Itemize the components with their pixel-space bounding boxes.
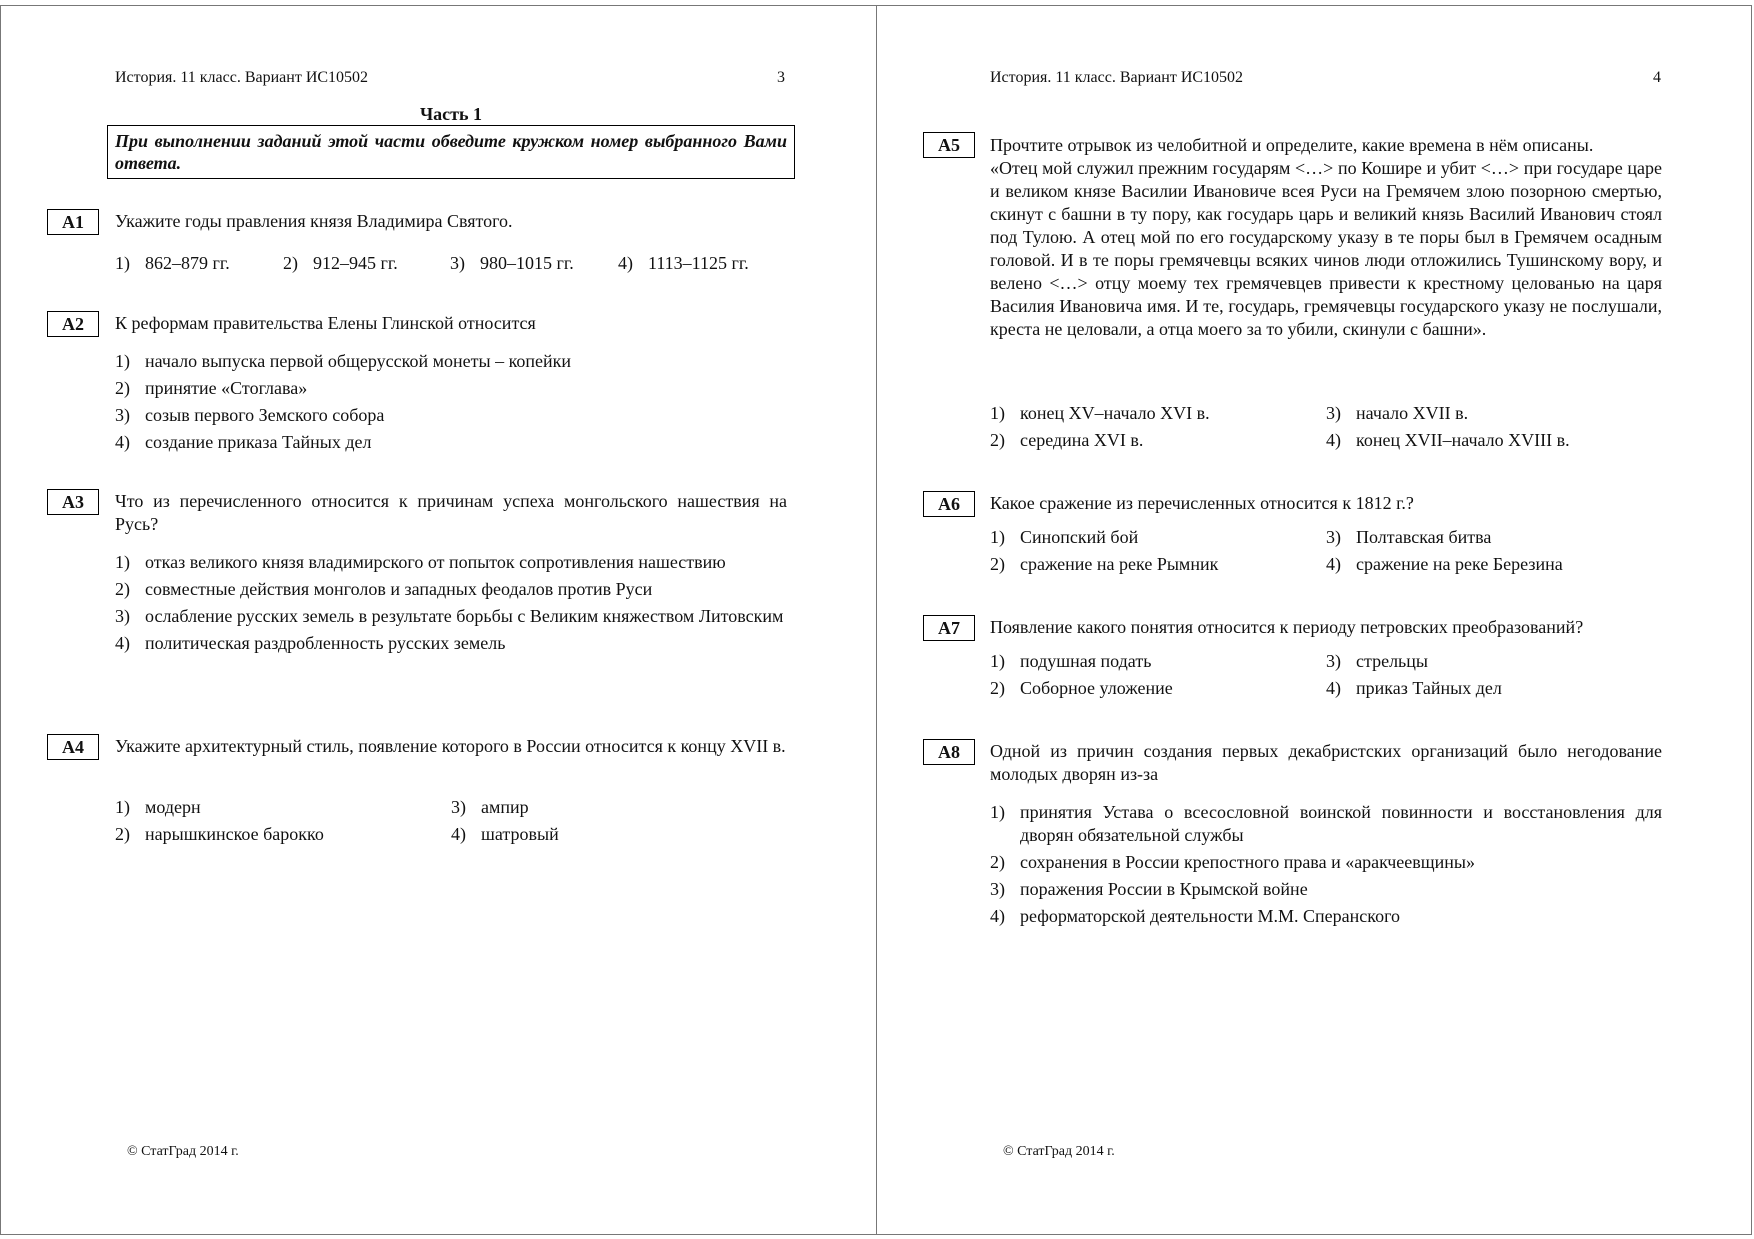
page-footer: © СтатГрад 2014 г. bbox=[1003, 1144, 1115, 1159]
option-text: 912–945 гг. bbox=[313, 253, 398, 273]
option-text: сражение на реке Рымник bbox=[1020, 554, 1219, 574]
option-text: начало XVII в. bbox=[1356, 403, 1469, 423]
instruction-box: При выполнении заданий этой части обведите кружком номер выбранного Вами ответа. bbox=[107, 125, 795, 179]
answer-option[interactable] bbox=[115, 350, 787, 373]
page-footer: © СтатГрад 2014 г. bbox=[127, 1144, 239, 1159]
option-text: сражение на реке Березина bbox=[1356, 554, 1563, 574]
question-block bbox=[990, 134, 1662, 341]
option-number: 1) bbox=[990, 403, 1005, 423]
option-text: Полтавская битва bbox=[1356, 527, 1492, 547]
question-label: А2 bbox=[47, 311, 99, 337]
question-label: А8 bbox=[923, 739, 975, 765]
option-number: 2) bbox=[990, 430, 1005, 450]
options-list bbox=[115, 350, 787, 458]
option-number: 2) bbox=[990, 852, 1005, 872]
answer-option[interactable] bbox=[115, 377, 787, 400]
option-text: стрельцы bbox=[1356, 651, 1428, 671]
question-text: Что из перечисленного относится к причинам успеха монгольского нашествия на Русь? bbox=[115, 491, 787, 534]
question-text: Укажите архитектурный стиль, появление которого в России относится к концу XVII в. bbox=[115, 736, 786, 756]
option-number: 2) bbox=[115, 378, 130, 398]
answer-option[interactable] bbox=[1326, 429, 1626, 452]
option-number: 1) bbox=[990, 802, 1005, 822]
answer-option[interactable] bbox=[1326, 526, 1626, 549]
option-number: 2) bbox=[990, 554, 1005, 574]
left-page bbox=[0, 5, 877, 1235]
question-label: А6 bbox=[923, 491, 975, 517]
answer-option[interactable] bbox=[115, 404, 787, 427]
option-number: 1) bbox=[115, 253, 130, 273]
option-text: реформаторской деятельности М.М. Сперанского bbox=[1020, 906, 1401, 926]
option-text: середина XVI в. bbox=[1020, 430, 1144, 450]
question-label: А3 bbox=[47, 489, 99, 515]
answer-option[interactable] bbox=[1326, 650, 1626, 673]
answer-option[interactable] bbox=[115, 796, 451, 819]
option-number: 3) bbox=[450, 253, 465, 273]
option-number: 2) bbox=[115, 824, 130, 844]
option-text: сохранения в России крепостного права и «аракчеевщины» bbox=[1020, 852, 1475, 872]
option-text: создание приказа Тайных дел bbox=[145, 432, 372, 452]
option-text: нарышкинское барокко bbox=[145, 824, 324, 844]
option-text: совместные действия монголов и западных феодалов против Руси bbox=[145, 579, 653, 599]
option-number: 3) bbox=[451, 797, 466, 817]
answer-option[interactable] bbox=[115, 578, 787, 601]
answer-option[interactable] bbox=[990, 677, 1326, 700]
option-text: принятие «Стоглава» bbox=[145, 378, 308, 398]
option-text: шатровый bbox=[481, 824, 559, 844]
answer-option[interactable] bbox=[618, 252, 788, 275]
option-number: 1) bbox=[115, 351, 130, 371]
option-number: 4) bbox=[618, 253, 633, 273]
answer-option[interactable] bbox=[115, 551, 787, 574]
option-number: 1) bbox=[115, 797, 130, 817]
answer-option[interactable] bbox=[115, 605, 787, 628]
question-label: А5 bbox=[923, 132, 975, 158]
option-number: 3) bbox=[1326, 403, 1341, 423]
question-label: А4 bbox=[47, 734, 99, 760]
option-number: 2) bbox=[115, 579, 130, 599]
option-text: созыв первого Земского собора bbox=[145, 405, 385, 425]
question-text: Появление какого понятия относится к периоду петровских преобразований? bbox=[990, 617, 1584, 637]
answer-option[interactable] bbox=[451, 823, 751, 846]
option-number: 3) bbox=[1326, 527, 1341, 547]
document-excerpt: «Отец мой служил прежним государям <…> по Кошире и убит <…> при государе царе и великом князе Василии Ивановиче всея Руси на Гремячем злою позорною смертью, скинут с башни в ту пору, как государь царь и великий князь Василий Иванович стоял под Тулою. А отец мой по его государскому указу в те поры был в Гремячем осадным головой. И в те поры гремячевцы всяких чинов люди отложились Тушинскому вору, и велено <…> отцу моему тех гремячевцев привести к крестному целованью на царя Василия Ивановича имя. И те, государь, гремячевцы государского указу не послушали, креста не целовали, а отца моего за то убили, скинули с башни». bbox=[990, 158, 1662, 339]
option-text: конец XV–начало XVI в. bbox=[1020, 403, 1210, 423]
option-number: 4) bbox=[115, 633, 130, 653]
answer-option[interactable] bbox=[990, 429, 1326, 452]
part-title: Часть 1 bbox=[419, 104, 483, 124]
option-number: 4) bbox=[1326, 430, 1341, 450]
question-text: К реформам правительства Елены Глинской относится bbox=[115, 313, 536, 333]
question-text: Прочтите отрывок из челобитной и определите, какие времена в нём описаны. bbox=[990, 135, 1594, 155]
options-grid bbox=[990, 526, 1626, 576]
answer-option[interactable] bbox=[283, 252, 450, 275]
option-text: 980–1015 гг. bbox=[480, 253, 574, 273]
option-text: отказ великого князя владимирского от попыток сопротивления нашествию bbox=[145, 552, 726, 572]
options-grid bbox=[990, 402, 1626, 452]
question-text: Одной из причин создания первых декабристских организаций было негодование молодых дворян из-за bbox=[990, 741, 1662, 784]
option-number: 2) bbox=[990, 678, 1005, 698]
option-number: 1) bbox=[990, 651, 1005, 671]
option-number: 3) bbox=[990, 879, 1005, 899]
option-number: 3) bbox=[1326, 651, 1341, 671]
answer-option[interactable] bbox=[115, 632, 787, 655]
option-number: 3) bbox=[115, 606, 130, 626]
answer-option[interactable] bbox=[115, 823, 451, 846]
question-label: А7 bbox=[923, 615, 975, 641]
answer-option[interactable] bbox=[990, 526, 1326, 549]
right-page bbox=[876, 5, 1752, 1235]
answer-option[interactable] bbox=[990, 878, 1662, 901]
option-text: ослабление русских земель в результате борьбы с Великим княжеством Литовским bbox=[145, 606, 784, 626]
answer-option[interactable] bbox=[450, 252, 618, 275]
option-text: Соборное уложение bbox=[1020, 678, 1173, 698]
option-text: 862–879 гг. bbox=[145, 253, 230, 273]
option-text: подушная подать bbox=[1020, 651, 1152, 671]
answer-option[interactable] bbox=[451, 796, 751, 819]
page-number: 4 bbox=[1653, 69, 1661, 86]
question-label: А1 bbox=[47, 209, 99, 235]
option-text: начало выпуска первой общерусской монеты – копейки bbox=[145, 351, 572, 371]
question-text: Укажите годы правления князя Владимира Святого. bbox=[115, 211, 513, 231]
option-text: ампир bbox=[481, 797, 529, 817]
options-grid bbox=[990, 650, 1626, 700]
page-number: 3 bbox=[777, 69, 785, 86]
page-header: История. 11 класс. Вариант ИС10502 bbox=[990, 69, 1244, 86]
option-number: 1) bbox=[990, 527, 1005, 547]
answer-option[interactable] bbox=[990, 553, 1326, 576]
option-number: 3) bbox=[115, 405, 130, 425]
option-text: приказ Тайных дел bbox=[1356, 678, 1502, 698]
answer-option[interactable] bbox=[990, 905, 1662, 928]
option-text: поражения России в Крымской войне bbox=[1020, 879, 1308, 899]
options-grid bbox=[115, 796, 751, 846]
options-list bbox=[115, 551, 787, 659]
option-text: принятия Устава о всесословной воинской повинности и восстановления для дворян обязательной службы bbox=[1020, 802, 1662, 845]
option-text: политическая раздробленность русских земель bbox=[145, 633, 506, 653]
answer-option[interactable] bbox=[115, 431, 787, 454]
answer-option[interactable] bbox=[990, 801, 1662, 847]
question-text: Какое сражение из перечисленных относится к 1812 г.? bbox=[990, 493, 1414, 513]
option-number: 4) bbox=[990, 906, 1005, 926]
option-text: конец XVII–начало XVIII в. bbox=[1356, 430, 1570, 450]
option-number: 4) bbox=[1326, 554, 1341, 574]
answer-option[interactable] bbox=[990, 402, 1326, 425]
option-number: 4) bbox=[1326, 678, 1341, 698]
answer-option[interactable] bbox=[115, 252, 283, 275]
option-text: 1113–1125 гг. bbox=[648, 253, 749, 273]
page-header: История. 11 класс. Вариант ИС10502 bbox=[115, 69, 369, 86]
options-list bbox=[115, 252, 788, 275]
option-number: 2) bbox=[283, 253, 298, 273]
answer-option[interactable] bbox=[1326, 677, 1626, 700]
options-list bbox=[990, 801, 1662, 932]
option-text: модерн bbox=[145, 797, 201, 817]
answer-option[interactable] bbox=[1326, 402, 1626, 425]
option-number: 4) bbox=[115, 432, 130, 452]
option-number: 1) bbox=[115, 552, 130, 572]
answer-option[interactable] bbox=[1326, 553, 1626, 576]
option-number: 4) bbox=[451, 824, 466, 844]
option-text: Синопский бой bbox=[1020, 527, 1139, 547]
answer-option[interactable] bbox=[990, 650, 1326, 673]
answer-option[interactable] bbox=[990, 851, 1662, 874]
